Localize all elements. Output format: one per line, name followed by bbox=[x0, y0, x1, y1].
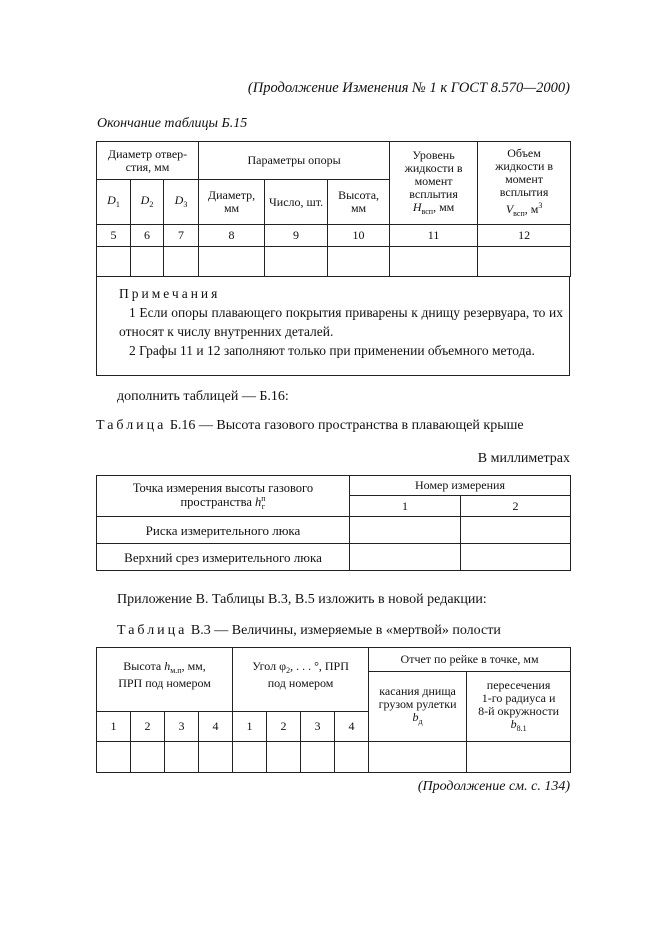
note-2: 2 Графы 11 и 12 заполняют только при применении объемного метода. bbox=[129, 343, 535, 358]
table-b16-units: В миллиметрах bbox=[477, 451, 570, 466]
col-measurement-1: 1 bbox=[350, 496, 461, 517]
col-radius-crossing: пересечения 1-го радиуса и 8-й окружности $b_{8.1}$ bbox=[467, 672, 571, 742]
col-measurement-point: Точка измерения высоты газового пространства hп г bbox=[97, 476, 350, 517]
col-d1: $D_1$ bbox=[97, 180, 131, 225]
table-b3-number-row: 1 2 3 4 1 2 3 4 bbox=[97, 712, 571, 742]
table-b3-empty-row bbox=[97, 742, 571, 773]
col-d2: $D_2$ bbox=[131, 180, 164, 225]
table-b3-caption: Таблица В.3 — Величины, измеряемые в «мертвой» полости bbox=[117, 623, 501, 638]
table-b16-caption: Таблица Б.16 — Высота газового пространства в плавающей крыше bbox=[96, 418, 524, 433]
col-measurement-2: 2 bbox=[461, 496, 571, 517]
table-b16 bbox=[96, 475, 571, 571]
table-b15-number-row: 5 6 7 8 9 10 11 12 bbox=[97, 225, 571, 247]
table-b15-empty-row bbox=[97, 247, 571, 277]
note-1: 1 Если опоры плавающего покрытия приварены к днищу резервуара, то их относят к числу внутренних деталей. bbox=[119, 305, 563, 339]
supplement-text: дополнить таблицей — Б.16: bbox=[117, 389, 289, 404]
notes-heading: Примечания bbox=[119, 286, 221, 301]
col-height: Высота $h_{м.п}$, мм, ПРП под номером bbox=[97, 648, 233, 712]
col-hole-diameter: Диаметр отвер-стия, мм bbox=[97, 142, 199, 180]
table-b15-notes bbox=[96, 276, 570, 376]
appendix-text: Приложение В. Таблицы В.3, В.5 изложить в новой редакции: bbox=[117, 592, 487, 607]
col-support-height: Высота, мм bbox=[328, 180, 390, 225]
col-support-number: Число, шт. bbox=[265, 180, 328, 225]
table-b16-row: Верхний срез измерительного люка bbox=[97, 544, 571, 571]
table-b3 bbox=[96, 647, 571, 773]
page-header: (Продолжение Изменения № 1 к ГОСТ 8.570—2000) bbox=[247, 80, 570, 96]
table-b15 bbox=[96, 141, 571, 277]
col-d3: $D_3$ bbox=[164, 180, 199, 225]
col-liquid-level: Уровень жидкости в момент всплытия $H_{всп}$, мм bbox=[390, 142, 478, 225]
col-support-params: Параметры опоры bbox=[199, 142, 390, 180]
col-rail-reading: Отчет по рейке в точке, мм bbox=[369, 648, 571, 672]
table-b16-row: Риска измерительного люка bbox=[97, 517, 571, 544]
col-angle: Угол $\varphi_2$, . . . °, ПРП под номером bbox=[233, 648, 369, 712]
page-footer: (Продолжение см. с. 134) bbox=[417, 779, 570, 794]
col-support-diameter: Диаметр, мм bbox=[199, 180, 265, 225]
col-bottom-contact: касания днища грузом рулетки $b_д$ bbox=[369, 672, 467, 742]
table-b15-title: Окончание таблицы Б.15 bbox=[97, 116, 248, 131]
col-measurement-number: Номер измерения bbox=[350, 476, 571, 496]
col-liquid-volume: Объем жидкости в момент всплытия $V_{всп}$, $м^3$ bbox=[478, 142, 571, 225]
